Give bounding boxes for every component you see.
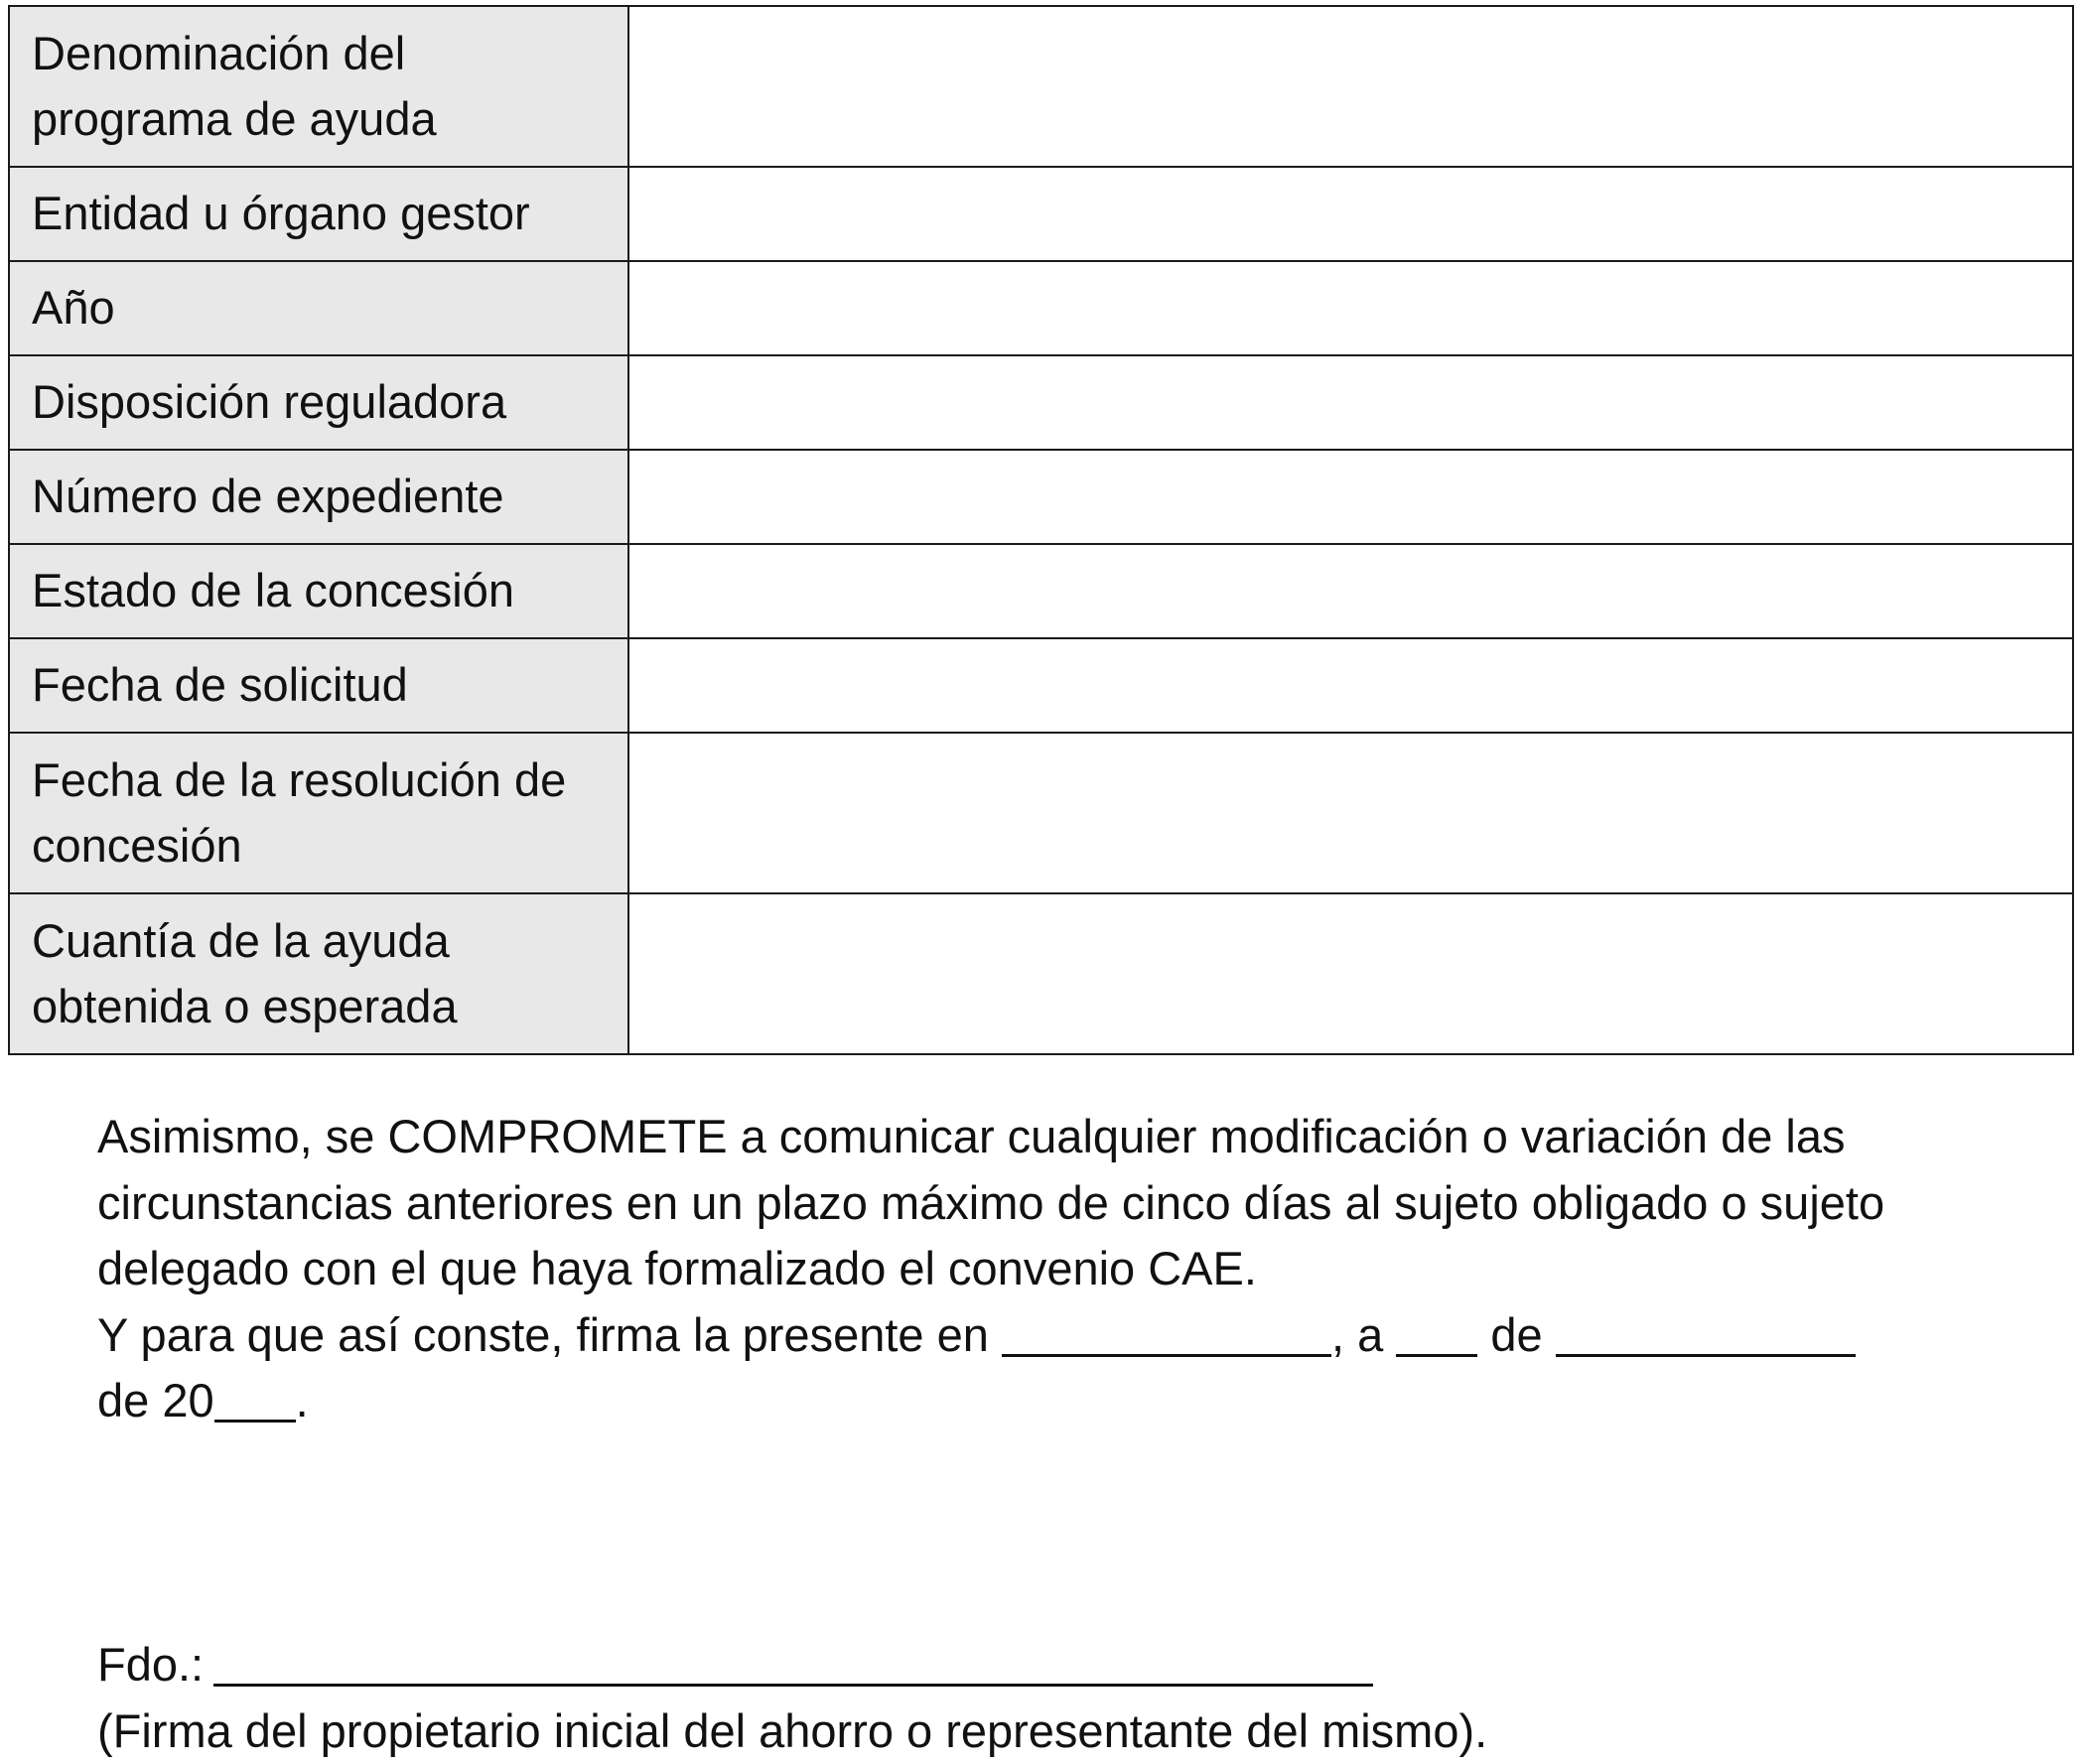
signature-blank[interactable] [213, 1640, 1373, 1687]
form-row-estado [9, 544, 2073, 638]
form-row-disposicion [9, 355, 2073, 450]
place-blank[interactable] [1002, 1310, 1331, 1357]
fecha-solicitud-field[interactable] [628, 638, 2073, 733]
closing-end: . [295, 1374, 309, 1426]
field-label: Entidad u órgano gestor [9, 167, 628, 261]
form-row-entidad [9, 167, 2073, 261]
signature-note: (Firma del propietario inicial del ahorro o representante del mismo). [97, 1703, 1488, 1757]
field-label: Disposición reguladora [9, 355, 628, 450]
denominacion-field[interactable] [628, 6, 2073, 167]
closing-de20: de 20 [97, 1374, 214, 1426]
commitment-section [97, 1104, 1954, 1434]
aid-program-form-table [8, 5, 2074, 1055]
form-row-cuantia [9, 893, 2073, 1054]
signature-line [97, 1632, 1984, 1698]
field-label: Número de expediente [9, 450, 628, 544]
fecha-resolucion-field[interactable] [628, 733, 2073, 893]
anio-field[interactable] [628, 261, 2073, 355]
field-label: Año [9, 261, 628, 355]
field-label: Cuantía de la ayuda obtenida o esperada [9, 893, 628, 1054]
closing-de: de [1477, 1307, 1556, 1361]
form-row-fecha-resolucion [9, 733, 2073, 893]
expediente-field[interactable] [628, 450, 2073, 544]
year-blank[interactable] [214, 1376, 296, 1423]
commitment-paragraph: Asimismo, se COMPROMETE a comunicar cualquier modificación o variación de las circunstancias anteriores en un plazo máximo de cinco días al sujeto obligado o sujeto delegado con el que haya formalizado el convenio CAE. [97, 1110, 1885, 1294]
field-label: Denominación del programa de ayuda [9, 6, 628, 167]
field-label: Estado de la concesión [9, 544, 628, 638]
field-label: Fecha de solicitud [9, 638, 628, 733]
day-blank[interactable] [1396, 1310, 1477, 1357]
form-row-anio [9, 261, 2073, 355]
form-row-expediente [9, 450, 2073, 544]
form-row-fecha-solicitud [9, 638, 2073, 733]
closing-prefix: Y para que así conste, firma la presente en [97, 1307, 1002, 1361]
entidad-field[interactable] [628, 167, 2073, 261]
field-label: Fecha de la resolución de concesión [9, 733, 628, 893]
estado-field[interactable] [628, 544, 2073, 638]
disposicion-field[interactable] [628, 355, 2073, 450]
signature-label: Fdo.: [97, 1638, 205, 1691]
month-blank[interactable] [1556, 1310, 1856, 1357]
closing-statement [97, 1302, 1954, 1434]
cuantia-field[interactable] [628, 893, 2073, 1054]
form-row-denominacion [9, 6, 2073, 167]
signature-block [97, 1632, 1984, 1764]
closing-comma-a: , a [1330, 1307, 1397, 1361]
